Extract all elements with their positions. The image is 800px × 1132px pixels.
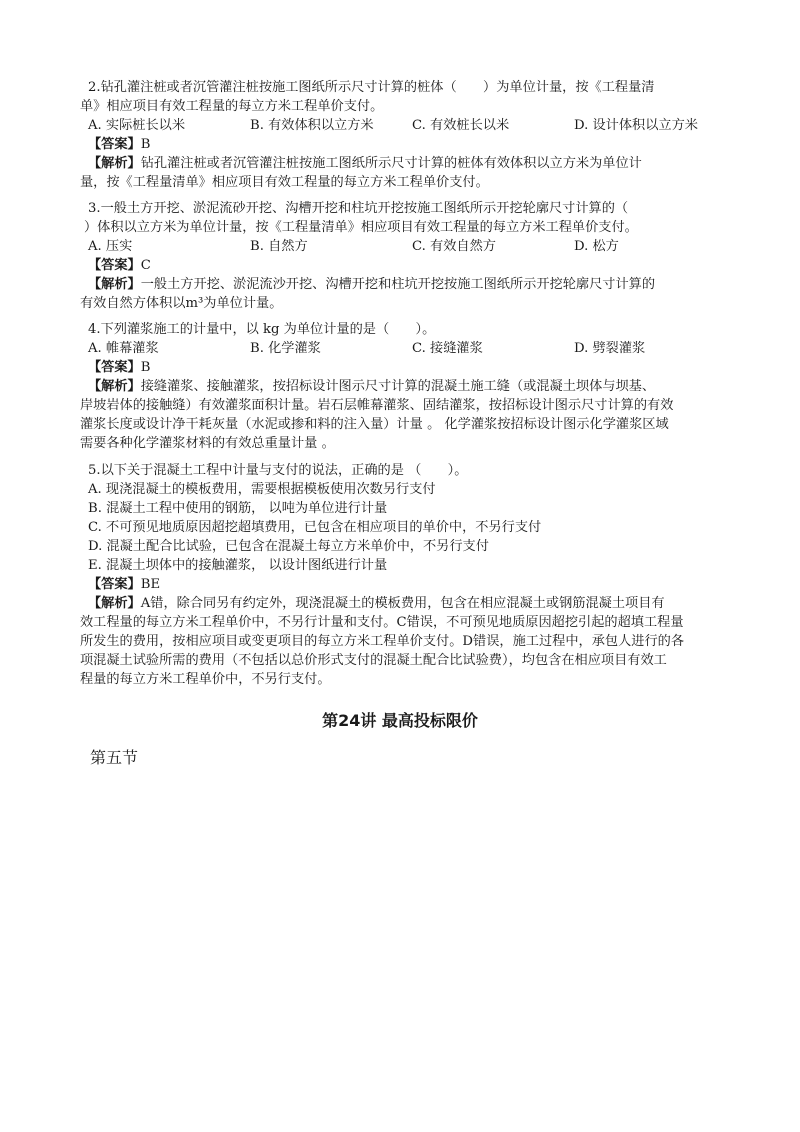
question-5 bbox=[80, 461, 736, 689]
question-text: 2.钻孔灌注桩或者沉管灌注桩按施工图纸所示尺寸计算的桩体（ ）为单位计量，按《工程量清 bbox=[88, 80, 655, 95]
analysis-text: 灌浆长度或设计净干耗灰量（水泥或掺和料的注入量）计量 。 化学灌浆按招标设计图示化学灌浆区域 bbox=[80, 417, 669, 432]
answer-tag: 【答案】 bbox=[88, 137, 141, 152]
option-d: D. 设计体积以立方米 bbox=[574, 118, 698, 133]
analysis-tag: 【解析】 bbox=[88, 156, 141, 171]
answer-line bbox=[88, 256, 736, 275]
option-b: B. 化学灌浆 bbox=[250, 341, 321, 356]
option-c: C. 接缝灌浆 bbox=[412, 341, 483, 356]
question-text: 5.以下关于混凝土工程中计量与支付的说法，正确的是 （ ）。 bbox=[88, 463, 468, 478]
analysis-text: 有效自然方体积以m³为单位计量。 bbox=[80, 296, 283, 311]
answer-tag: 【答案】 bbox=[88, 258, 141, 273]
analysis-text: 一般土方开挖、淤泥流沙开挖、沟槽开挖和柱坑开挖按施工图纸所示开挖轮廓尺寸计算的 bbox=[140, 277, 656, 292]
analysis-tag: 【解析】 bbox=[88, 596, 141, 611]
option-a: A. 帷幕灌浆 bbox=[88, 341, 159, 356]
option-c: C. 不可预见地质原因超挖超填费用，已包含在相应项目的单价中，不另行支付 bbox=[88, 520, 542, 535]
analysis-line bbox=[88, 377, 736, 396]
question-4 bbox=[80, 320, 736, 453]
answer-value: B bbox=[140, 360, 151, 375]
answer-value: C bbox=[140, 258, 151, 273]
analysis-text: 钻孔灌注桩或者沉管灌注桩按施工图纸所示尺寸计算的桩体有效体积以立方米为单位计 bbox=[140, 156, 642, 171]
options-row bbox=[88, 339, 736, 358]
option-b: B. 混凝土工程中使用的钢筋， 以吨为单位进行计量 bbox=[88, 501, 388, 516]
options-row bbox=[88, 237, 736, 256]
answer-line bbox=[88, 575, 736, 594]
option-e: E. 混凝土坝体中的接触灌浆， 以设计图纸进行计量 bbox=[88, 558, 388, 573]
answer-tag: 【答案】 bbox=[88, 577, 141, 592]
analysis-text: A错，除合同另有约定外，现浇混凝土的模板费用，包含在相应混凝土或钢筋混凝土项目有 bbox=[140, 596, 665, 611]
answer-value: BE bbox=[140, 577, 161, 592]
analysis-tag: 【解析】 bbox=[88, 379, 141, 394]
analysis-text: 程量的每立方米工程单价中，不另行支付。 bbox=[80, 672, 331, 687]
option-d: D. 混凝土配合比试验，已包含在混凝土每立方米单价中，不另行支付 bbox=[88, 539, 489, 554]
question-text: 单》相应项目有效工程量的每立方米工程单价支付。 bbox=[80, 99, 384, 114]
option-b: B. 自然方 bbox=[250, 239, 308, 254]
section-title: 第五节 bbox=[90, 748, 139, 767]
option-d: D. 松方 bbox=[574, 239, 619, 254]
answer-tag: 【答案】 bbox=[88, 360, 141, 375]
option-c: C. 有效桩长以米 bbox=[412, 118, 510, 133]
analysis-text: 所发生的费用，按相应项目或变更项目的每立方米工程单价支付。D错误，施工过程中，承包人进行的各 bbox=[80, 634, 685, 649]
question-text: ）体积以立方米为单位计量，按《工程量清单》相应项目有效工程量的每立方米工程单价支付。 bbox=[84, 220, 638, 235]
lecture-heading: 第24讲 最高投标限价 bbox=[322, 711, 478, 730]
option-c: C. 有效自然方 bbox=[412, 239, 496, 254]
option-d: D. 劈裂灌浆 bbox=[574, 341, 646, 356]
analysis-text: 效工程量的每立方米工程单价中，不另行计量和支付。C错误，不可预见地质原因超挖引起的超填工程量 bbox=[80, 615, 684, 630]
analysis-text: 岸坡岩体的接触缝）有效灌浆面积计量。岩石层帷幕灌浆、固结灌浆，按招标设计图示尺寸计算的有效 bbox=[80, 398, 674, 413]
options-row bbox=[88, 116, 736, 135]
analysis-text: 需要各种化学灌浆材料的有效总重量计量 。 bbox=[80, 436, 335, 451]
answer-line bbox=[88, 135, 736, 154]
option-b: B. 有效体积以立方米 bbox=[250, 118, 374, 133]
answer-value: B bbox=[140, 137, 151, 152]
answer-line bbox=[88, 358, 736, 377]
option-a: A. 实际桩长以米 bbox=[88, 118, 186, 133]
analysis-tag: 【解析】 bbox=[88, 277, 141, 292]
analysis-text: 量，按《工程量清单》相应项目有效工程量的每立方米工程单价支付。 bbox=[80, 175, 489, 190]
analysis-line bbox=[88, 275, 736, 294]
analysis-line bbox=[88, 154, 736, 173]
question-text: 4.下列灌浆施工的计量中，以 kg 为单位计量的是（ ）。 bbox=[88, 322, 436, 337]
option-a: A. 压实 bbox=[88, 239, 133, 254]
analysis-line bbox=[88, 594, 736, 613]
question-text: 3.一般土方开挖、淤泥流砂开挖、沟槽开挖和柱坑开挖按施工图纸所示开挖轮廓尺寸计算的（ bbox=[88, 201, 629, 216]
analysis-text: 接缝灌浆、接触灌浆，按招标设计图示尺寸计算的混凝土施工缝（或混凝土坝体与坝基、 bbox=[140, 379, 656, 394]
option-a: A. 现浇混凝土的模板费用，需要根据模板使用次数另行支付 bbox=[88, 482, 436, 497]
analysis-text: 项混凝土试验所需的费用（不包括以总价形式支付的混凝土配合比试验费），均包含在相应项目有效工 bbox=[80, 653, 667, 668]
question-3 bbox=[80, 199, 736, 313]
question-2 bbox=[80, 78, 736, 192]
